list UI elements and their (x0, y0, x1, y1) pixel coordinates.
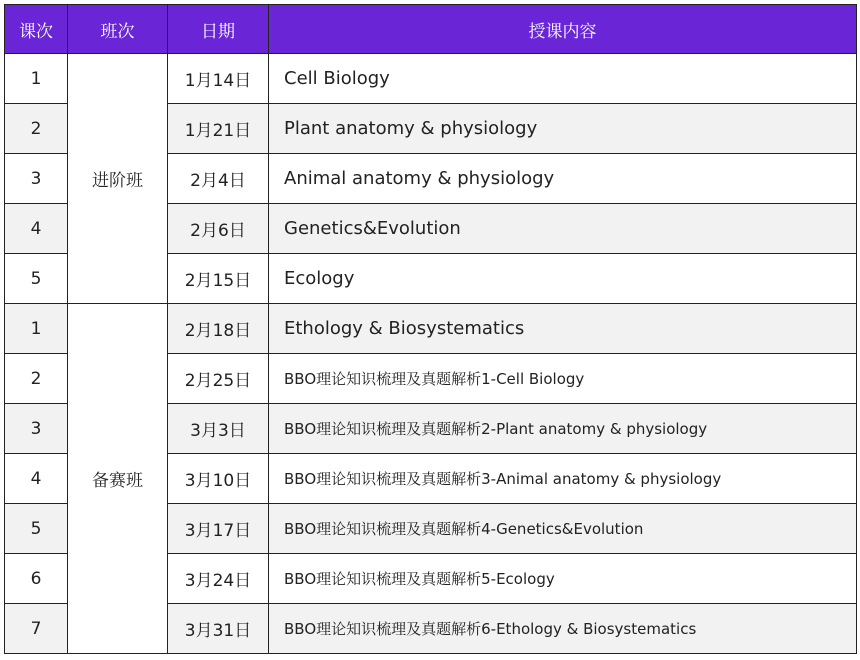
lesson-date: 2月25日 (168, 354, 269, 404)
header-content: 授课内容 (269, 5, 857, 54)
lesson-number: 5 (5, 504, 68, 554)
lesson-date: 2月4日 (168, 154, 269, 204)
class-group-advanced: 进阶班 (68, 54, 168, 304)
header-class: 班次 (68, 5, 168, 54)
lesson-date: 3月24日 (168, 554, 269, 604)
lesson-number: 5 (5, 254, 68, 304)
lesson-content: Animal anatomy & physiology (269, 154, 857, 204)
lesson-date: 2月15日 (168, 254, 269, 304)
lesson-date: 3月17日 (168, 504, 269, 554)
lesson-content: BBO理论知识梳理及真题解析6-Ethology & Biosystematics (269, 604, 857, 654)
course-schedule-table (4, 4, 857, 654)
header-date: 日期 (168, 5, 269, 54)
lesson-number: 1 (5, 54, 68, 104)
lesson-date: 1月14日 (168, 54, 269, 104)
lesson-number: 7 (5, 604, 68, 654)
lesson-date: 1月21日 (168, 104, 269, 154)
lesson-date: 3月10日 (168, 454, 269, 504)
lesson-number: 2 (5, 104, 68, 154)
table-row (5, 304, 857, 354)
lesson-content: BBO理论知识梳理及真题解析2-Plant anatomy & physiology (269, 404, 857, 454)
lesson-date: 3月3日 (168, 404, 269, 454)
lesson-content: BBO理论知识梳理及真题解析3-Animal anatomy & physiology (269, 454, 857, 504)
lesson-content: BBO理论知识梳理及真题解析4-Genetics&Evolution (269, 504, 857, 554)
lesson-number: 3 (5, 154, 68, 204)
lesson-content: Genetics&Evolution (269, 204, 857, 254)
lesson-number: 2 (5, 354, 68, 404)
lesson-content: Plant anatomy & physiology (269, 104, 857, 154)
lesson-content: BBO理论知识梳理及真题解析1-Cell Biology (269, 354, 857, 404)
lesson-content: Ecology (269, 254, 857, 304)
lesson-number: 6 (5, 554, 68, 604)
lesson-content: Ethology & Biosystematics (269, 304, 857, 354)
lesson-content: BBO理论知识梳理及真题解析5-Ecology (269, 554, 857, 604)
header-lesson: 课次 (5, 5, 68, 54)
lesson-number: 4 (5, 454, 68, 504)
lesson-number: 3 (5, 404, 68, 454)
header-row (5, 5, 857, 54)
lesson-number: 4 (5, 204, 68, 254)
lesson-content: Cell Biology (269, 54, 857, 104)
lesson-number: 1 (5, 304, 68, 354)
lesson-date: 2月6日 (168, 204, 269, 254)
lesson-date: 2月18日 (168, 304, 269, 354)
lesson-date: 3月31日 (168, 604, 269, 654)
class-group-competition: 备赛班 (68, 304, 168, 654)
schedule-table-container (4, 4, 857, 654)
table-row (5, 54, 857, 104)
